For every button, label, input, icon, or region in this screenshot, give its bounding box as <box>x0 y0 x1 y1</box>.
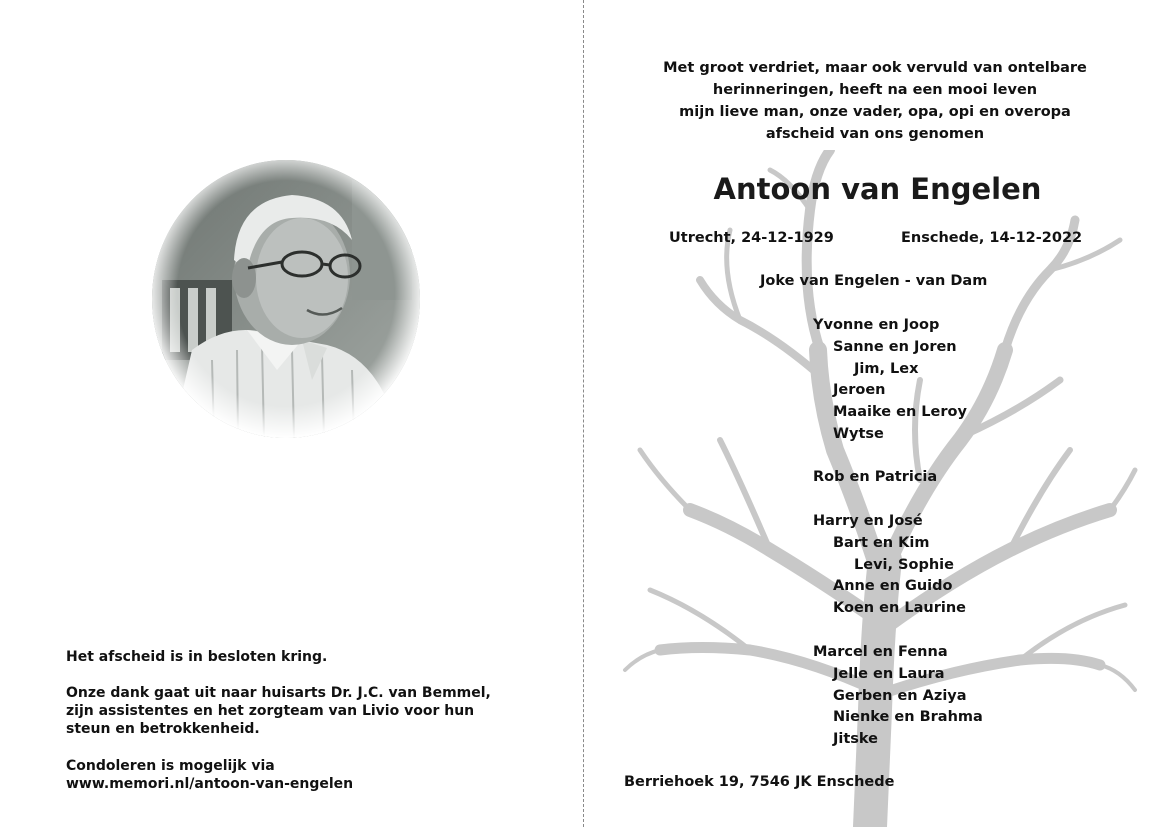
death-date: Enschede, 14-12-2022 <box>901 230 1083 246</box>
family-group <box>813 642 983 751</box>
family-member: Sanne en Joren <box>833 338 957 355</box>
condolence-line: Condoleren is mogelijk via <box>66 758 275 774</box>
condolence-paragraph <box>66 757 353 793</box>
thanks-line: steun en betrokkenheid. <box>66 721 260 737</box>
family-member: Jim, Lex <box>854 360 919 377</box>
family-head: Yvonne en Joop <box>813 317 940 333</box>
fold-line <box>583 0 584 827</box>
family-member: Bart en Kim <box>833 534 930 551</box>
condolence-link[interactable]: www.memori.nl/antoon-van-engelen <box>66 776 354 792</box>
home-address: Berriehoek 19, 7546 JK Enschede <box>624 774 895 790</box>
thanks-line: Onze dank gaat uit naar huisarts Dr. J.C. van Bemmel, <box>66 685 491 701</box>
family-head: Marcel en Fenna <box>813 644 948 660</box>
family-member: Levi, Sophie <box>854 556 954 573</box>
family-member: Anne en Guido <box>833 578 953 595</box>
family-member: Jitske <box>833 731 879 748</box>
intro-line: afscheid van ons genomen <box>765 126 985 142</box>
family-member: Wytse <box>833 425 884 442</box>
family-member: Koen en Laurine <box>833 600 966 617</box>
family-member: Jelle en Laura <box>833 665 945 682</box>
family-member: Jeroen <box>833 382 886 399</box>
widow-name: Joke van Engelen - van Dam <box>760 273 988 289</box>
intro-line: Met groot verdriet, maar ook vervuld van ontelbare <box>663 60 1087 76</box>
birth-date: Utrecht, 24-12-1929 <box>669 230 834 246</box>
family-group <box>813 467 937 489</box>
family-group <box>813 315 967 446</box>
family-head: Rob en Patricia <box>813 469 938 485</box>
family-member: Gerben en Aziya <box>833 687 967 704</box>
thanks-paragraph <box>66 684 491 738</box>
family-member: Nienke en Brahma <box>833 709 983 726</box>
intro-text <box>640 57 1110 145</box>
intro-line: herinneringen, heeft na een mooi leven <box>712 82 1038 98</box>
family-group <box>813 511 966 620</box>
deceased-name: Antoon van Engelen <box>713 172 1042 206</box>
closed-ceremony-note: Het afscheid is in besloten kring. <box>66 649 328 665</box>
family-head: Harry en José <box>813 513 923 529</box>
portrait-photo-icon <box>152 160 420 438</box>
intro-line: mijn lieve man, onze vader, opa, opi en overopa <box>679 104 1071 120</box>
family-member: Maaike en Leroy <box>833 404 967 421</box>
thanks-line: zijn assistentes en het zorgteam van Livio voor hun <box>66 703 475 719</box>
